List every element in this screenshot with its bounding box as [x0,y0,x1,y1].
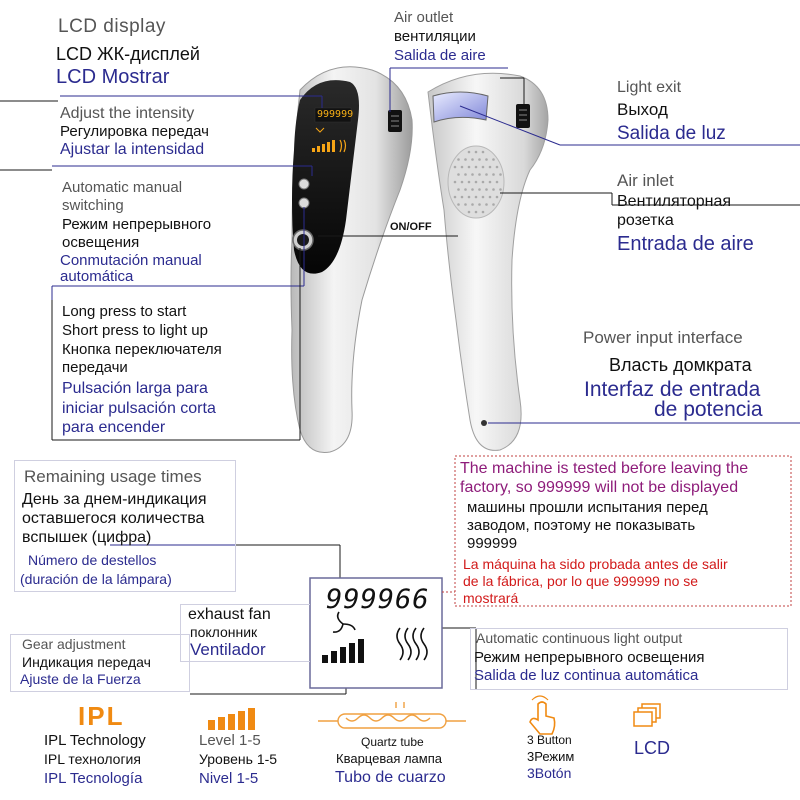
light-window [433,92,488,122]
exhaust-es: Ventilador [190,640,266,659]
legend-ipl-es: IPL Tecnología [44,770,143,787]
legend-ipl-title: IPL [78,701,125,731]
air-outlet-es: Salida de aire [394,47,486,64]
notice-es-3: mostrará [463,590,519,606]
lcd-display-ru: LCD ЖК-дисплей [56,44,200,64]
power-input-es-2: de potencia [654,398,763,421]
power-input-en: Power input interface [583,328,743,347]
on-off-label: ON/OFF [390,221,432,233]
notice-ru-3: 999999 [467,535,518,552]
long-press-ru-2: передачи [62,359,128,376]
light-exit-es: Salida de luz [617,123,726,144]
auto-manual-en-1: Automatic manual [62,179,183,196]
power-port [481,420,487,426]
auto-output-es: Salida de luz continua automática [474,667,699,684]
long-press-en-2: Short press to light up [62,322,208,339]
notice-ru-2: заводом, поэтому не показывать [467,517,696,534]
legend-quartz-es: Tubo de cuarzo [335,769,446,786]
long-press-ru-1: Кнопка переключателя [62,341,222,358]
lcd-stack-icon [634,704,660,726]
auto-manual-ru-1: Режим непрерывного [62,216,212,233]
lcd-panel-digits: 999966 [326,584,430,615]
air-inlet-ru-1: Вентиляторная [617,193,732,210]
lcd-display-es: LCD Mostrar [56,66,170,88]
level-bars-icon [208,708,255,730]
adjust-intensity-en: Adjust the intensity [60,105,195,122]
legend-level-en: Level 1-5 [199,732,261,749]
notice-es-1: La máquina ha sido probada antes de salir [463,556,728,572]
notice-en-2: factory, so 999999 will not be displayed [460,479,739,496]
gear-ru: Индикация передач [22,654,151,670]
legend-button-en: 3 Button [527,733,572,747]
adjust-intensity-ru: Регулировка передач [60,123,209,140]
auto-manual-es-2: automática [60,268,134,285]
auto-manual-en-2: switching [62,197,124,214]
exhaust-ru: поклонник [190,624,258,640]
auto-manual-es-1: Conmutación manual [60,252,202,269]
legend-level-es: Nivel 1-5 [199,770,259,787]
legend-level-ru: Уровень 1-5 [199,751,278,767]
gear-es: Ajuste de la Fuerza [20,671,141,687]
device-display-digits: 999999 [317,109,354,120]
light-exit-ru: Выход [617,100,668,119]
lcd-display-en: LCD display [58,16,166,37]
air-outlet-ru: вентиляции [394,28,476,45]
light-exit-en: Light exit [617,79,682,96]
air-inlet-es: Entrada de aire [617,233,754,255]
air-inlet-en: Air inlet [617,171,674,190]
notice-en-1: The machine is tested before leaving the [460,460,749,477]
remaining-es-1: Número de destellos [28,552,157,568]
remaining-en: Remaining usage times [24,467,202,486]
long-press-en-1: Long press to start [62,303,187,320]
legend-ipl-en: IPL Technology [44,732,146,749]
remaining-ru-3: вспышек (цифра) [22,529,152,546]
long-press-es-3: para encender [62,419,166,436]
device-front-view [291,67,412,453]
notice-es-2: de la fábrica, por lo que 999999 no se [463,573,699,589]
quartz-tube-icon [318,702,466,728]
auto-output-en: Automatic continuous light output [476,630,683,646]
exhaust-en: exhaust fan [188,606,271,623]
legend-quartz-en: Quartz tube [361,735,424,749]
device-back-view [428,73,548,450]
power-input-ru: Власть домкрата [609,355,752,375]
legend-ipl-ru: IPL технология [44,751,141,767]
remaining-ru-1: День за днем-индикация [22,491,207,508]
legend-quartz-ru: Кварцевая лампа [336,751,442,766]
adjust-intensity-es: Ajustar la intensidad [60,141,205,158]
power-input-es-1: Interfaz de entrada [584,378,761,401]
air-outlet-en: Air outlet [394,9,454,26]
long-press-es-1: Pulsación larga para [62,380,208,397]
gear-button[interactable] [299,179,309,189]
auto-manual-ru-2: освещения [62,234,140,251]
button-press-icon [530,696,555,734]
remaining-es-2: (duración de la lámpara) [20,571,172,587]
legend-button-ru: 3Режим [527,749,575,764]
mode-button[interactable] [299,198,309,208]
legend-lcd-en: LCD [634,738,671,758]
legend-button-es: 3Botón [527,765,572,781]
remaining-ru-2: оставшегося количества [22,510,205,527]
long-press-es-2: iniciar pulsación corta [62,400,216,417]
auto-output-ru: Режим непрерывного освещения [474,649,705,666]
notice-ru-1: машины прошли испытания перед [467,499,708,516]
gear-en: Gear adjustment [22,636,126,652]
air-inlet-ru-2: розетка [617,212,674,229]
